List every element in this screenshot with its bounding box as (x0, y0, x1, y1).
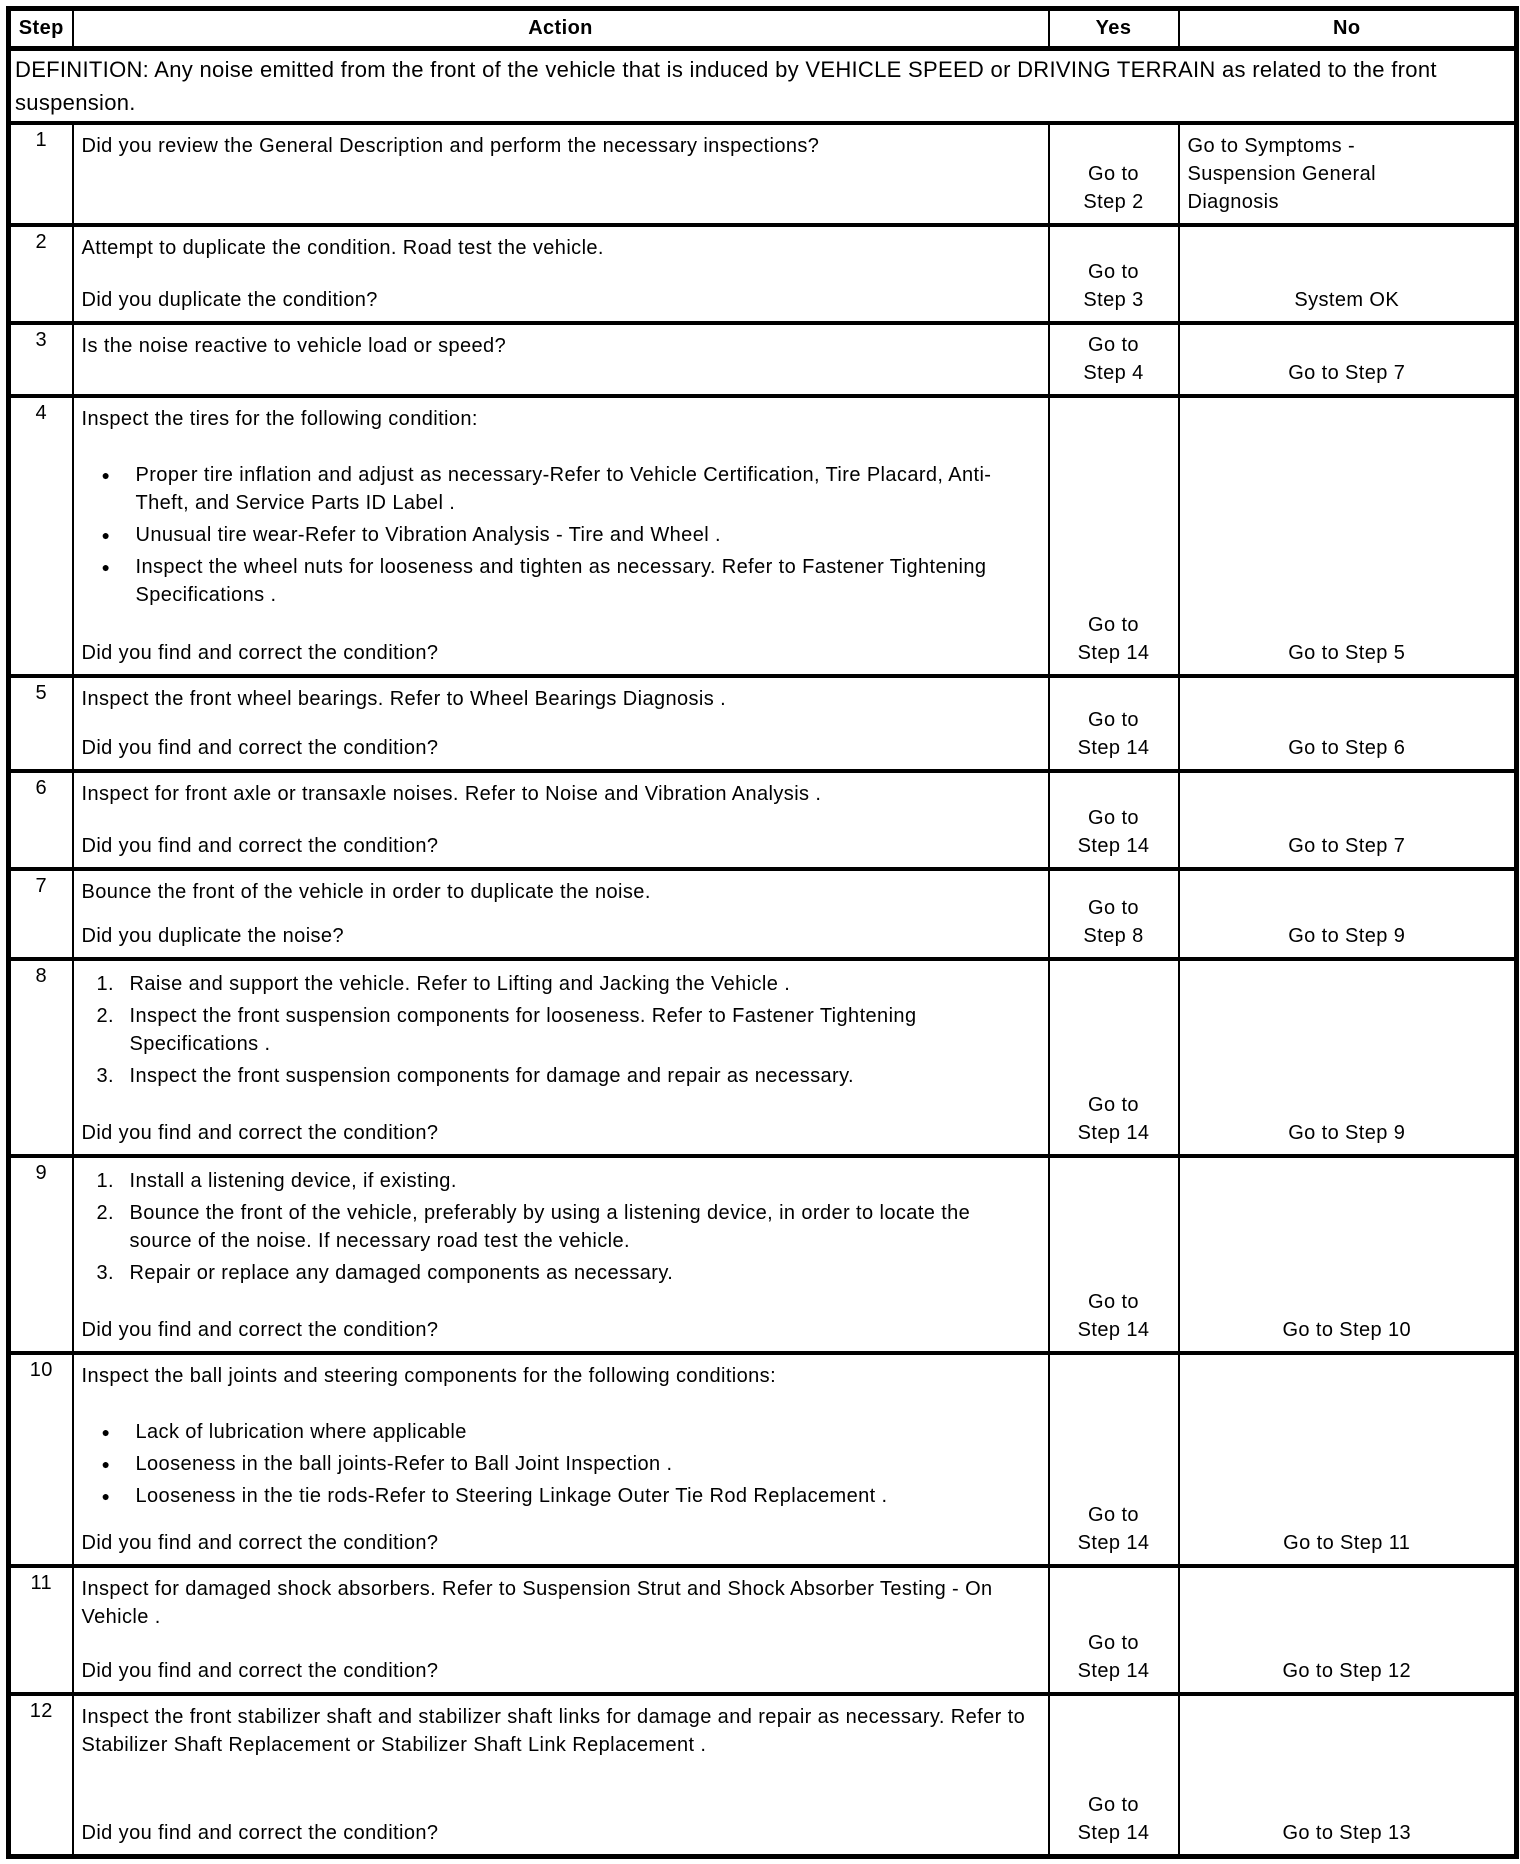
no-cell (1179, 396, 1517, 676)
no-line: Go to Step 13 (1282, 1821, 1412, 1844)
bullet-text: Looseness in the tie rods-Refer to Steering Linkage Outer Tie Rod Replacement . (135, 1485, 888, 1507)
yes-line: Go to (1088, 334, 1139, 356)
col-header-step: Step (9, 9, 73, 49)
yes-cell (1049, 323, 1179, 396)
no-value (1180, 1119, 1515, 1147)
no-line: System OK (1294, 289, 1400, 311)
yes-cell (1049, 396, 1179, 676)
yes-cell (1049, 1694, 1179, 1856)
yes-value (1050, 611, 1178, 667)
numbered-text: Bounce the front of the vehicle, preferably by using a listening device, in order to locate the source of the noise. If necessary road test the vehicle. (129, 1202, 971, 1252)
no-cell (1179, 323, 1517, 396)
bullet-icon: ● (101, 1488, 111, 1504)
numbered-text: Raise and support the vehicle. Refer to Lifting and Jacking the Vehicle . (129, 973, 791, 995)
table-row (9, 396, 1517, 676)
action-text: Inspect the ball joints and steering components for the following conditions: (81, 1365, 777, 1387)
action-text: Inspect the front stabilizer shaft and stabilizer shaft links for damage and repair as necessary. Refer to Stabilizer Shaft Replacement or Stabilizer Shaft Link Replacement . (81, 1706, 1026, 1756)
no-value (1180, 286, 1515, 314)
table-row (9, 1694, 1517, 1856)
numbered-text: Inspect the front suspension components for damage and repair as necessary. (129, 1065, 854, 1087)
action-cell (73, 396, 1049, 676)
list-number: 1. (96, 973, 114, 995)
action-cell (73, 225, 1049, 323)
step-number: 12 (9, 1694, 73, 1856)
list-item (97, 1167, 1034, 1195)
bullet-icon: ● (101, 467, 111, 483)
action-text: Inspect the front wheel bearings. Refer to Wheel Bearings Diagnosis . (81, 688, 727, 710)
no-cell (1179, 1566, 1517, 1694)
yes-value (1050, 1288, 1178, 1344)
list-item (97, 1259, 1034, 1287)
action-question: Did you find and correct the condition? (81, 1532, 439, 1554)
yes-line: Step 14 (1077, 1532, 1150, 1554)
table-row (9, 869, 1517, 959)
action-cell (73, 771, 1049, 869)
yes-value (1050, 1501, 1178, 1557)
step-number: 3 (9, 323, 73, 396)
list-item (102, 1482, 1034, 1510)
list-item (97, 1199, 1034, 1255)
yes-line: Step 14 (1077, 835, 1150, 857)
no-value (1180, 1657, 1515, 1685)
action-cell (73, 1566, 1049, 1694)
action-cell (73, 1353, 1049, 1566)
list-item (102, 1418, 1034, 1446)
list-item (102, 553, 1034, 609)
yes-cell (1049, 771, 1179, 869)
step-number: 4 (9, 396, 73, 676)
yes-line: Go to (1088, 1504, 1139, 1526)
no-value (1180, 832, 1515, 860)
no-cell (1179, 869, 1517, 959)
step-number: 1 (9, 123, 73, 225)
yes-line: Go to (1088, 1793, 1139, 1816)
numbered-text: Inspect the front suspension components for looseness. Refer to Fastener Tightening Specifications . (129, 1005, 917, 1055)
list-item (97, 1002, 1034, 1058)
no-line: Go to Step 11 (1283, 1532, 1411, 1554)
list-number: 2. (96, 1202, 114, 1224)
yes-line: Step 4 (1083, 362, 1144, 384)
bullet-text: Inspect the wheel nuts for looseness and tighten as necessary. Refer to Fastener Tightening Specifications . (135, 556, 987, 606)
bullet-icon: ● (101, 527, 111, 543)
no-value (1188, 132, 1509, 216)
yes-cell (1049, 1353, 1179, 1566)
table-row (9, 1156, 1517, 1353)
action-text: Bounce the front of the vehicle in order to duplicate the noise. (81, 881, 651, 903)
list-number: 2. (96, 1005, 114, 1027)
step-number: 9 (9, 1156, 73, 1353)
yes-value (1050, 160, 1178, 216)
yes-line: Go to (1088, 163, 1139, 185)
no-value (1180, 1316, 1515, 1344)
no-line: Go to Step 10 (1282, 1319, 1412, 1341)
yes-line: Go to (1088, 261, 1139, 283)
list-item (102, 521, 1034, 549)
action-text: Attempt to duplicate the condition. Road test the vehicle. (81, 237, 604, 259)
no-cell (1179, 676, 1517, 771)
yes-value (1050, 1629, 1178, 1685)
no-value (1180, 1819, 1515, 1847)
bullet-text: Lack of lubrication where applicable (135, 1421, 467, 1443)
table-row (9, 676, 1517, 771)
bullet-text: Proper tire inflation and adjust as necessary-Refer to Vehicle Certification, Tire Placard, Anti-Theft, and Service Parts ID Label . (135, 464, 992, 514)
no-cell (1179, 1156, 1517, 1353)
col-header-no: No (1179, 9, 1517, 49)
action-cell (73, 869, 1049, 959)
action-question: Did you find and correct the condition? (81, 1122, 439, 1144)
step-number: 11 (9, 1566, 73, 1694)
list-number: 3. (96, 1262, 114, 1284)
action-cell (73, 1156, 1049, 1353)
yes-cell (1049, 1156, 1179, 1353)
no-cell (1179, 123, 1517, 225)
no-value (1180, 734, 1515, 762)
yes-cell (1049, 123, 1179, 225)
yes-line: Go to (1088, 897, 1139, 919)
yes-value (1050, 1091, 1178, 1147)
numbered-text: Repair or replace any damaged components as necessary. (129, 1262, 674, 1284)
action-cell (73, 323, 1049, 396)
step-number: 2 (9, 225, 73, 323)
table-row (9, 1566, 1517, 1694)
no-cell (1179, 1353, 1517, 1566)
list-item (97, 970, 1034, 998)
bullet-text: Unusual tire wear-Refer to Vibration Analysis - Tire and Wheel . (135, 524, 721, 546)
yes-line: Step 14 (1077, 737, 1150, 759)
numbered-list (82, 1167, 1034, 1287)
yes-line: Step 14 (1077, 1122, 1150, 1144)
table-row (9, 1353, 1517, 1566)
action-question: Did you find and correct the condition? (81, 835, 439, 857)
col-header-yes: Yes (1049, 9, 1179, 49)
yes-line: Step 14 (1077, 1319, 1150, 1341)
no-line: Go to Step 5 (1288, 642, 1406, 664)
no-line: Go to Step 6 (1288, 737, 1406, 759)
yes-line: Go to (1088, 1094, 1139, 1116)
step-number: 10 (9, 1353, 73, 1566)
action-text: Did you review the General Description and perform the necessary inspections? (81, 135, 820, 157)
yes-line: Step 14 (1077, 1660, 1150, 1682)
list-number: 3. (96, 1065, 114, 1087)
definition-row (9, 49, 1517, 124)
bullet-icon: ● (101, 1424, 111, 1440)
no-line: Go to Step 9 (1288, 1122, 1406, 1144)
yes-line: Step 8 (1083, 925, 1144, 947)
yes-cell (1049, 869, 1179, 959)
list-item (97, 1062, 1034, 1090)
step-number: 6 (9, 771, 73, 869)
no-value (1180, 359, 1515, 387)
no-value (1180, 1529, 1515, 1557)
yes-cell (1049, 676, 1179, 771)
yes-line: Step 14 (1077, 642, 1150, 664)
action-cell (73, 123, 1049, 225)
yes-value (1050, 706, 1178, 762)
yes-value (1050, 258, 1178, 314)
no-cell (1179, 225, 1517, 323)
yes-value (1050, 1791, 1178, 1847)
action-cell (73, 1694, 1049, 1856)
yes-line: Go to (1088, 1632, 1139, 1654)
no-cell (1179, 1694, 1517, 1856)
action-question: Did you duplicate the condition? (81, 289, 378, 311)
action-question: Did you find and correct the condition? (81, 737, 439, 759)
yes-line: Step 3 (1083, 289, 1144, 311)
no-line: Go to Symptoms - (1187, 135, 1356, 157)
yes-line: Go to (1088, 614, 1139, 636)
bullet-list (82, 1418, 1034, 1510)
action-cell (73, 676, 1049, 771)
no-line: Diagnosis (1187, 191, 1279, 213)
yes-line: Go to (1088, 709, 1139, 731)
list-item (102, 461, 1034, 517)
bullet-icon: ● (101, 1456, 111, 1472)
no-line: Go to Step 7 (1288, 835, 1406, 857)
table-row (9, 771, 1517, 869)
yes-value (1050, 331, 1178, 387)
no-line: Go to Step 7 (1288, 362, 1406, 384)
numbered-list (82, 970, 1034, 1090)
step-number: 7 (9, 869, 73, 959)
action-question: Did you duplicate the noise? (81, 925, 344, 947)
yes-cell (1049, 1566, 1179, 1694)
action-question: Did you find and correct the condition? (81, 1821, 439, 1844)
no-line: Suspension General (1187, 163, 1376, 185)
yes-line: Go to (1088, 1291, 1139, 1313)
yes-line: Go to (1088, 807, 1139, 829)
list-number: 1. (96, 1170, 114, 1192)
yes-value (1050, 894, 1178, 950)
yes-value (1050, 804, 1178, 860)
bullet-list (82, 461, 1034, 609)
yes-line: Step 2 (1083, 191, 1144, 213)
action-text: Inspect the tires for the following condition: (81, 408, 478, 430)
col-header-action: Action (73, 9, 1049, 49)
action-text: Is the noise reactive to vehicle load or speed? (81, 335, 507, 357)
bullet-text: Looseness in the ball joints-Refer to Ball Joint Inspection . (135, 1453, 673, 1475)
no-cell (1179, 771, 1517, 869)
action-text: Inspect for front axle or transaxle noises. Refer to Noise and Vibration Analysis . (81, 783, 822, 805)
no-value (1180, 922, 1515, 950)
no-line: Go to Step 12 (1282, 1660, 1412, 1682)
action-question: Did you find and correct the condition? (81, 642, 439, 664)
step-number: 5 (9, 676, 73, 771)
bullet-icon: ● (101, 559, 111, 575)
steps-body (9, 123, 1517, 1856)
no-line: Go to Step 9 (1288, 925, 1406, 947)
table-row (9, 323, 1517, 396)
yes-line: Step 14 (1077, 1821, 1150, 1844)
yes-cell (1049, 225, 1179, 323)
step-number: 8 (9, 959, 73, 1156)
action-text: Inspect for damaged shock absorbers. Refer to Suspension Strut and Shock Absorber Testing - On Vehicle . (81, 1578, 993, 1628)
diagnostic-table (6, 6, 1519, 1859)
yes-cell (1049, 959, 1179, 1156)
table-row (9, 959, 1517, 1156)
list-item (102, 1450, 1034, 1478)
table-row (9, 123, 1517, 225)
header-row (9, 9, 1517, 49)
action-question: Did you find and correct the condition? (81, 1660, 439, 1682)
numbered-text: Install a listening device, if existing. (129, 1170, 457, 1192)
action-question: Did you find and correct the condition? (81, 1319, 439, 1341)
action-cell (73, 959, 1049, 1156)
definition-text: DEFINITION: Any noise emitted from the front of the vehicle that is induced by VEHICLE SPEED or DRIVING TERRAIN as related to the front suspension. (9, 49, 1517, 124)
no-value (1180, 639, 1515, 667)
no-cell (1179, 959, 1517, 1156)
table-row (9, 225, 1517, 323)
